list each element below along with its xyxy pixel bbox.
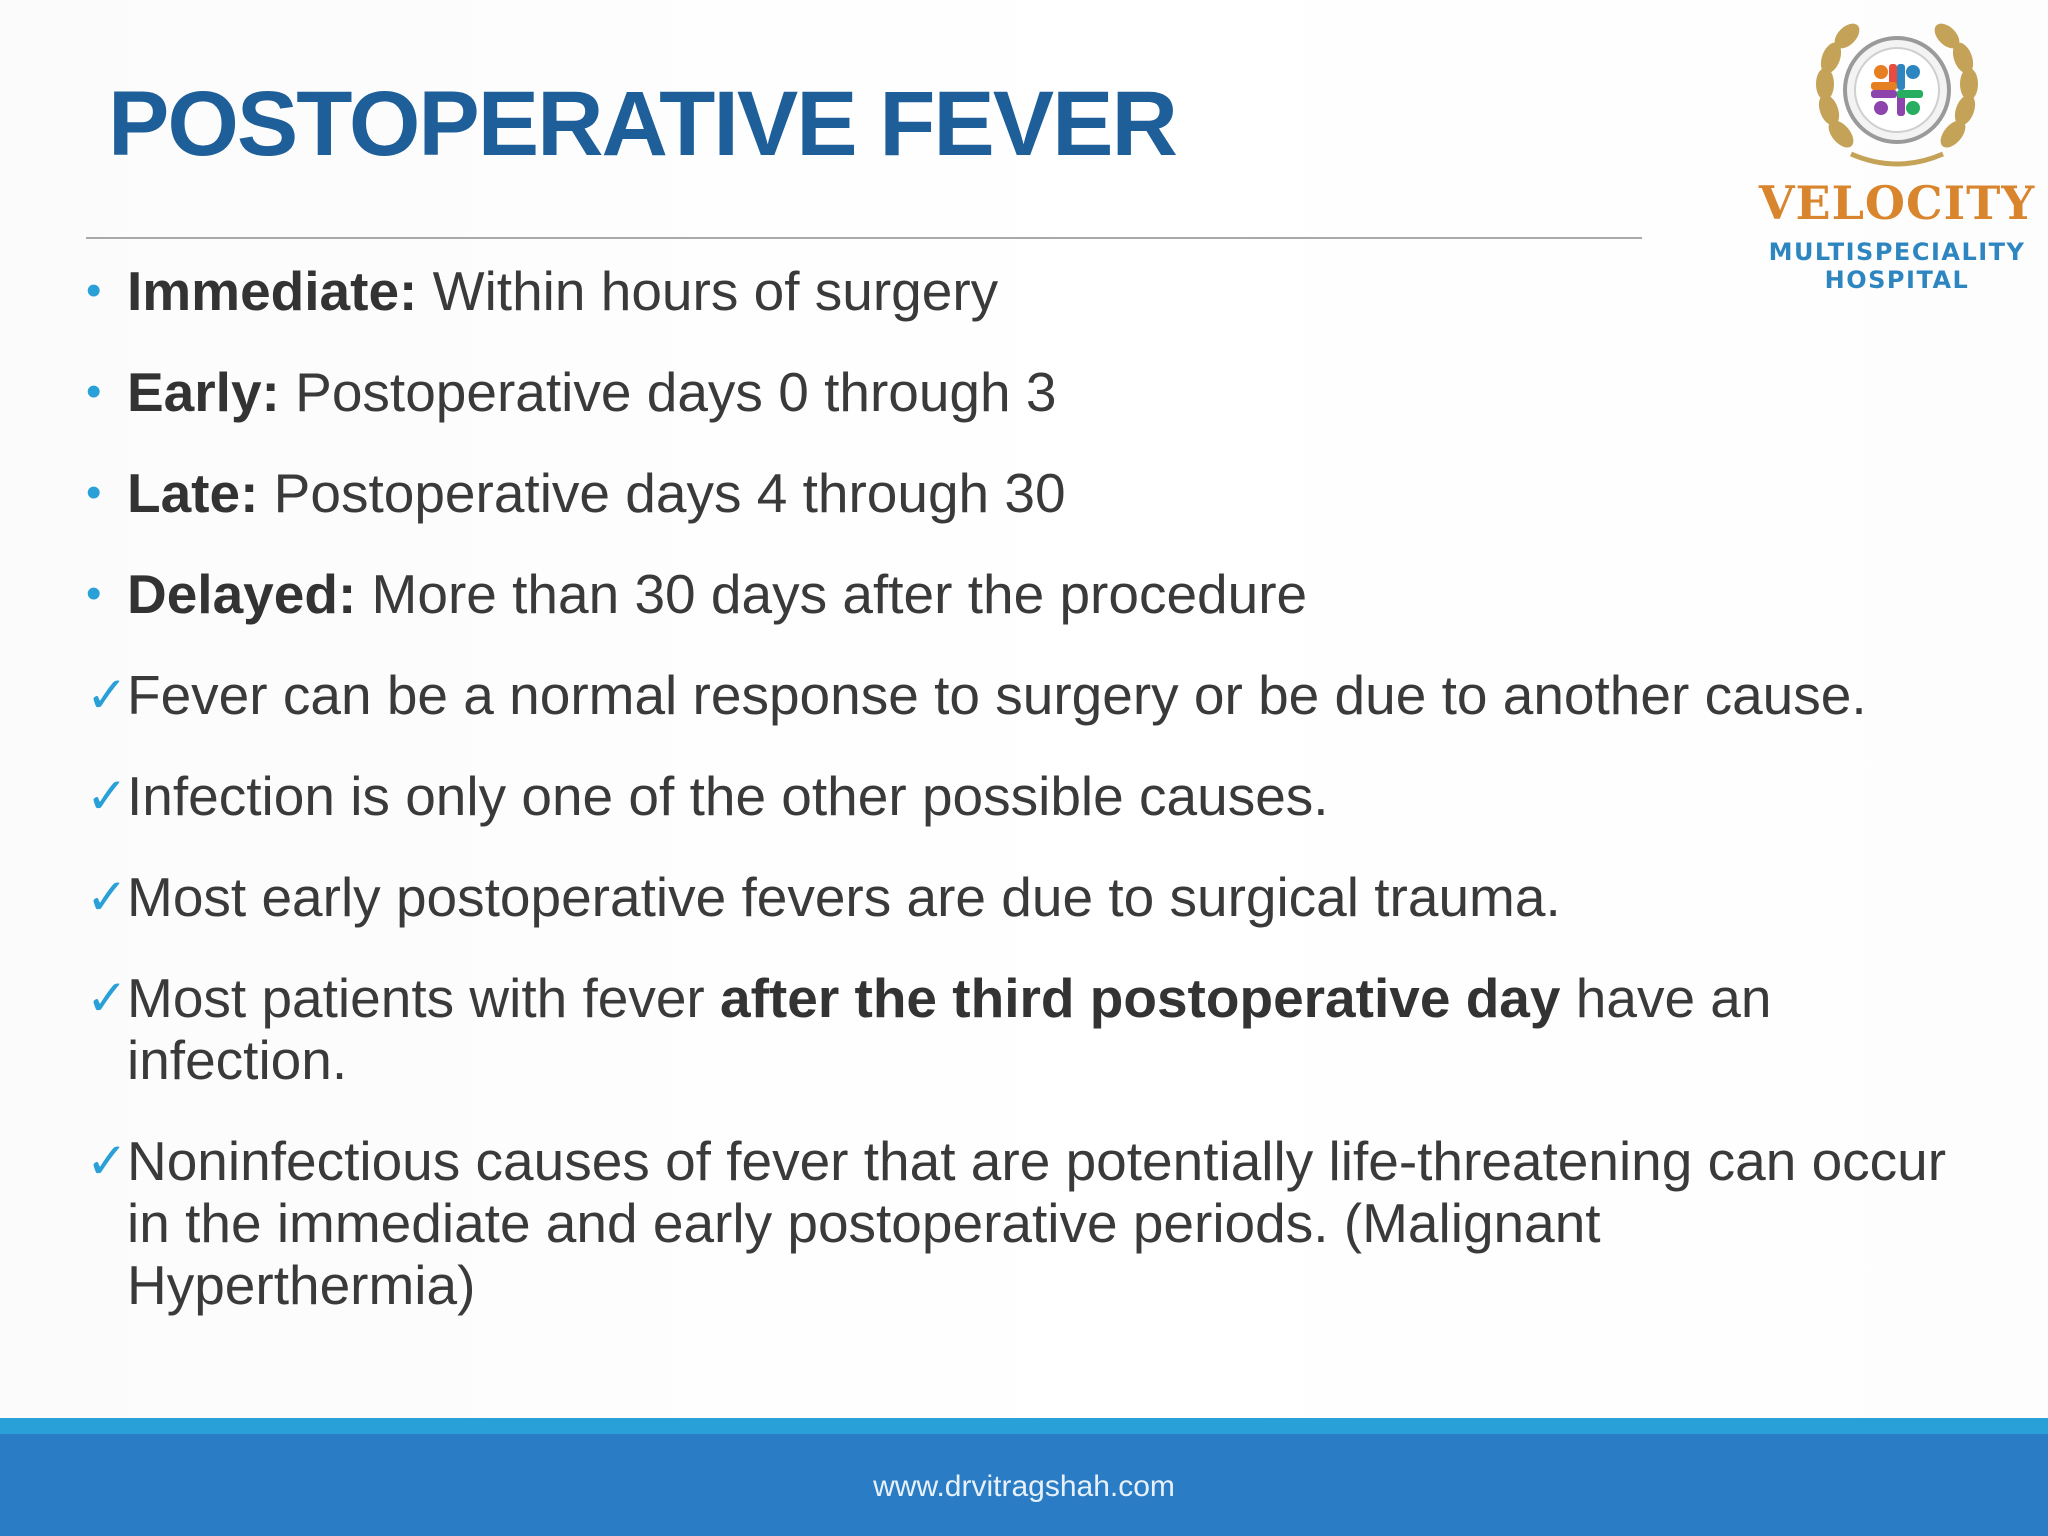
check-text: Noninfectious causes of fever that are potentially life-threatening can occur in the immediate and early postoperative periods. (Malignant Hyperthermia)	[127, 1130, 1947, 1316]
check-item	[86, 1130, 1957, 1316]
check-text-bold: after the third postoperative day	[720, 967, 1561, 1029]
check-item	[86, 664, 1986, 726]
checkmark-icon: ✓	[86, 1133, 128, 1189]
bullet-text: Within hours of surgery	[417, 260, 999, 322]
slide-body	[86, 260, 1986, 1355]
checkmark-icon: ✓	[86, 970, 128, 1026]
bullet-text: Postoperative days 4 through 30	[258, 462, 1066, 524]
check-text: Fever can be a normal response to surgery or be due to another cause.	[127, 664, 1867, 726]
bullet-item	[86, 462, 1986, 524]
bullet-label: Late:	[127, 462, 259, 524]
bullet-label: Delayed:	[127, 563, 357, 625]
laurel-emblem-icon	[1811, 14, 1983, 174]
logo-name: VELOCITY	[1758, 176, 2036, 230]
bullet-dot-icon: •	[86, 569, 102, 618]
logo-subtitle-line1: MULTISPECIALITY	[1768, 238, 2026, 266]
check-item	[86, 866, 1986, 928]
check-text: Infection is only one of the other possible causes.	[127, 765, 1329, 827]
check-text-pre: Most patients with fever	[127, 967, 721, 1029]
bullet-item	[86, 361, 1986, 423]
hospital-logo	[1752, 14, 2042, 294]
title-divider	[86, 237, 1642, 239]
bullet-dot-icon: •	[86, 266, 102, 315]
checkmark-icon: ✓	[86, 869, 128, 925]
checkmark-icon: ✓	[86, 667, 128, 723]
bullet-text: More than 30 days after the procedure	[356, 563, 1308, 625]
check-item	[86, 967, 1957, 1091]
logo-subtitle-line2: HOSPITAL	[1824, 266, 1970, 294]
bullet-label: Early:	[127, 361, 280, 423]
bullet-dot-icon: •	[86, 468, 102, 517]
bullet-dot-icon: •	[86, 367, 102, 416]
bullet-item	[86, 563, 1986, 625]
check-text-post: have an infection.	[127, 967, 1772, 1091]
footer-accent-bar	[0, 1418, 2048, 1434]
bullet-item	[86, 260, 1986, 322]
footer-website-link[interactable]: www.drvitragshah.com	[873, 1470, 1175, 1503]
checkmark-icon: ✓	[86, 768, 128, 824]
check-item	[86, 765, 1986, 827]
bullet-label: Immediate:	[127, 260, 418, 322]
check-text: Most early postoperative fevers are due to surgical trauma.	[127, 866, 1561, 928]
slide-title: POSTOPERATIVE FEVER	[108, 73, 1176, 175]
bullet-text: Postoperative days 0 through 3	[279, 361, 1057, 423]
